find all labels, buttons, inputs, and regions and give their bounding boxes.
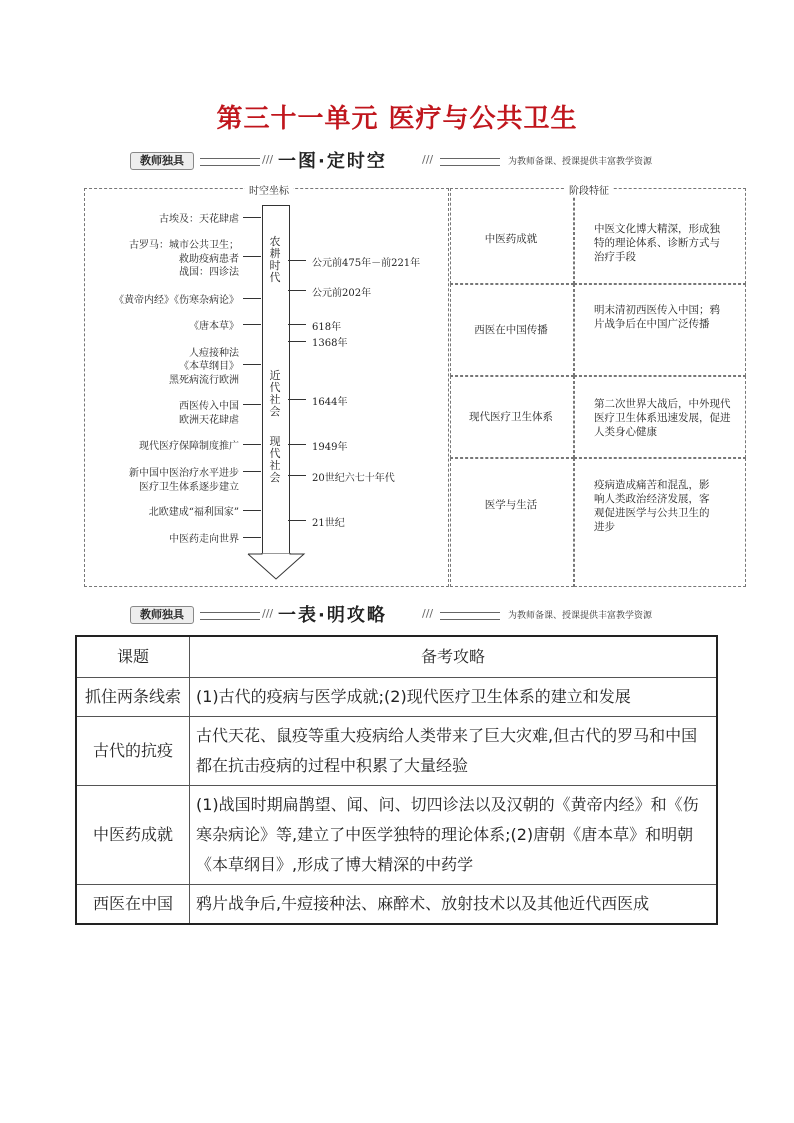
- timeline-tick: [288, 399, 306, 400]
- timeline-event: 古罗马：城市公共卫生；: [129, 240, 239, 251]
- table-row: [76, 678, 717, 717]
- timeline-year: 20世纪六七十年代: [312, 473, 395, 484]
- timeline-event: 北欧建成“福利国家”: [148, 507, 239, 518]
- timeline-event: 黑死病流行欧洲: [169, 375, 239, 386]
- slash-decoration-icon: ///: [422, 607, 434, 620]
- banner-divider: [440, 612, 500, 620]
- stage-name: 医学与生活: [484, 499, 538, 511]
- timeline-tick: [288, 475, 306, 476]
- banner-title: 一图·定时空: [278, 151, 387, 172]
- stage-name: 西医在中国传播: [474, 324, 548, 336]
- timeline-event: 欧洲天花肆虐: [179, 415, 239, 426]
- timeline-tick: [288, 260, 306, 261]
- stage-name-cell: [450, 458, 574, 587]
- stage-desc: 第二次世界大战后，中外现代医疗卫生体系迅速发展，促进人类身心健康: [594, 398, 731, 438]
- timeline-tick: [243, 256, 261, 257]
- timeline-tick: [243, 404, 261, 405]
- timeline-tick: [243, 298, 261, 299]
- page-title: 第三十一单元 医疗与公共卫生: [216, 104, 578, 134]
- timeline-year: 公元前475年－前221年: [312, 258, 421, 269]
- timeline-event: 《黄帝内经》《伤寒杂病论》: [114, 295, 239, 306]
- topic-cell: 古代的抗疫: [76, 717, 190, 786]
- strategy-cell: (1)战国时期扁鹊望、闻、问、切四诊法以及汉朝的《黄帝内经》和《伤寒杂病论》等,建立了中医学独特的理论体系;(2)唐朝《唐本草》和明朝《本草纲目》,形成了博大精深的中药学: [190, 786, 718, 885]
- strategy-table: [75, 635, 718, 925]
- slash-decoration-icon: ///: [422, 153, 434, 166]
- timeline-tick: [288, 290, 306, 291]
- timeline-event: 战国：四诊法: [179, 267, 239, 278]
- teacher-badge: 教师独具: [130, 606, 194, 624]
- timeline-tick: [243, 537, 261, 538]
- timeline-year: 1644年: [312, 397, 348, 408]
- strategy-cell: (1)古代的疫病与医学成就;(2)现代医疗卫生体系的建立和发展: [190, 678, 718, 717]
- banner-divider: [440, 158, 500, 166]
- timeline-year: 618年: [312, 322, 342, 333]
- timeline-year: 公元前202年: [312, 288, 372, 299]
- timeline-event: 《唐本草》: [189, 321, 239, 332]
- timeline-tick: [288, 444, 306, 445]
- topic-cell: 抓住两条线索: [76, 678, 190, 717]
- timeline-tick: [288, 324, 306, 325]
- timeline-tick: [243, 324, 261, 325]
- slash-decoration-icon: ///: [262, 607, 274, 620]
- timeline-year: 1368年: [312, 338, 348, 349]
- stages-header: 阶段特征: [565, 182, 613, 197]
- timeline-tick: [243, 217, 261, 218]
- table-row: [76, 717, 717, 786]
- era-label: 近 代 社 会: [269, 369, 281, 418]
- arrow-down-icon: [246, 553, 306, 581]
- section-banner-map: [130, 150, 690, 170]
- stage-desc: 中医文化博大精深，形成独特的理论体系、诊断方式与治疗手段: [594, 223, 720, 263]
- timeline-header: 时空坐标: [245, 182, 293, 197]
- banner-note: 为教师备课、授课提供丰富教学资源: [508, 157, 653, 167]
- timeline-event: 人痘接种法: [189, 348, 239, 359]
- timeline-tick: [288, 341, 306, 342]
- timeline-event: 医疗卫生体系逐步建立: [139, 482, 239, 493]
- timeline-event: 西医传入中国: [179, 401, 239, 412]
- section-banner-table: [130, 604, 690, 624]
- strategy-cell: 鸦片战争后,牛痘接种法、麻醉术、放射技术以及其他近代西医成: [190, 885, 718, 925]
- teacher-badge: 教师独具: [130, 152, 194, 170]
- stage-name: 中医药成就: [484, 233, 538, 245]
- timeline-tick: [243, 471, 261, 472]
- timeline-event: 《本草纲目》: [179, 361, 239, 372]
- banner-title: 一表·明攻略: [278, 605, 387, 626]
- timeline-year: 1949年: [312, 442, 348, 453]
- timeline-tick: [288, 520, 306, 521]
- timeline-year: 21世纪: [312, 518, 345, 529]
- timeline-tick: [243, 364, 261, 365]
- timeline-event: 现代医疗保障制度推广: [139, 441, 239, 452]
- table-row: [76, 885, 717, 925]
- slash-decoration-icon: ///: [262, 153, 274, 166]
- stage-name: 现代医疗卫生体系: [469, 411, 553, 423]
- timeline-tick: [243, 444, 261, 445]
- timeline-tick: [243, 510, 261, 511]
- timeline-event: 救助疫病患者: [179, 254, 239, 265]
- stage-desc: 疫病造成痛苦和混乱，影响人类政治经济发展，客观促进医学与公共卫生的进步: [594, 479, 710, 533]
- era-label: 现 代 社 会: [269, 435, 281, 484]
- topic-cell: 西医在中国: [76, 885, 190, 925]
- stage-desc: 明末清初西医传入中国；鸦片战争后在中国广泛传播: [594, 304, 720, 330]
- table-header-row: [76, 636, 717, 678]
- column-header: 课题: [76, 636, 190, 678]
- banner-note: 为教师备课、授课提供丰富教学资源: [508, 611, 653, 621]
- strategy-cell: 古代天花、鼠疫等重大疫病给人类带来了巨大灾难,但古代的罗马和中国都在抗击疫病的过程中积累了大量经验: [190, 717, 718, 786]
- era-label: 农 耕 时 代: [269, 235, 281, 284]
- timeline-event: 新中国中医治疗水平进步: [129, 468, 239, 479]
- banner-divider: [200, 612, 260, 620]
- column-header: 备考攻略: [190, 636, 718, 678]
- topic-cell: 中医药成就: [76, 786, 190, 885]
- timeline-event: 古埃及：天花肆虐: [159, 214, 239, 225]
- banner-divider: [200, 158, 260, 166]
- timeline-event: 中医药走向世界: [169, 534, 239, 545]
- table-row: [76, 786, 717, 885]
